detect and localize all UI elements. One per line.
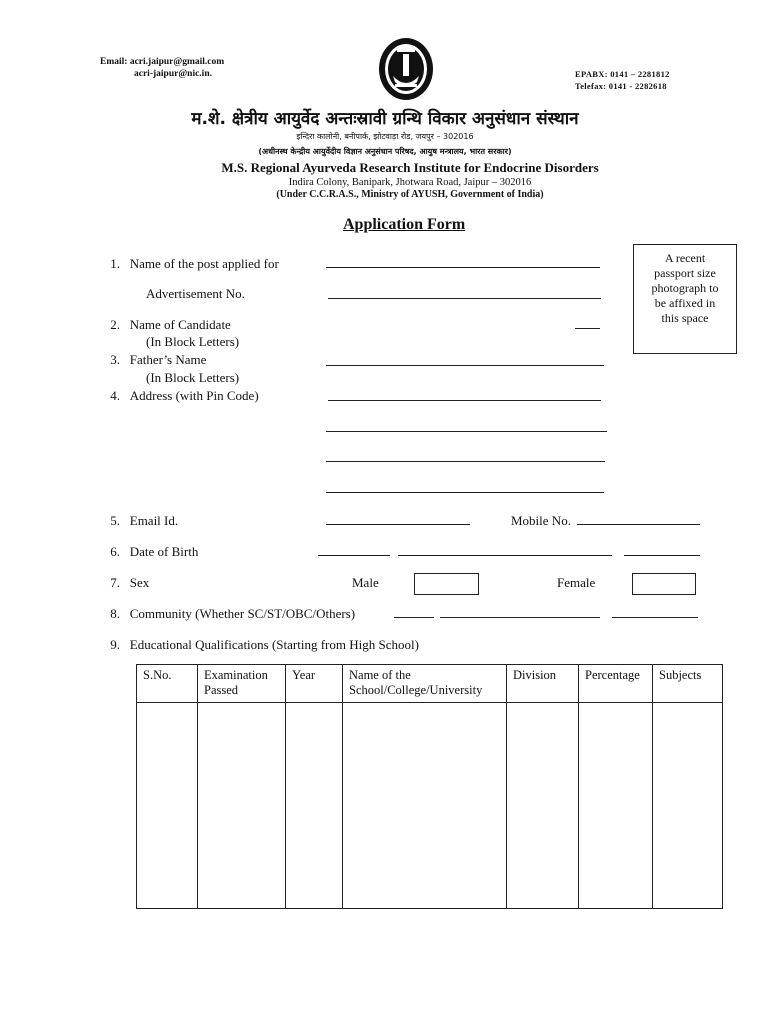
mobile-input-line[interactable] [577, 524, 700, 525]
email-address-2: acri-jaipur@nic.in. [134, 69, 212, 79]
dob-label: Date of Birth [129, 544, 199, 559]
table-header-row [137, 665, 723, 703]
col-header-year: Year [286, 665, 343, 703]
english-institute-title: M.S. Regional Ayurveda Research Institute for Endocrine Disorders [221, 160, 599, 175]
advt-input-line[interactable] [328, 298, 601, 299]
item-number: 6. [110, 544, 120, 559]
candidate-block-note: (In Block Letters) [146, 334, 240, 349]
epabx-number: EPABX: 0141 – 2281812 [575, 69, 670, 79]
photo-text-line: be affixed in [654, 296, 716, 310]
community-input-line[interactable] [394, 617, 434, 618]
father-block-note: (In Block Letters) [146, 370, 240, 385]
post-input-line[interactable] [326, 267, 600, 268]
email-address-1: acri.jaipur@gmail.com [129, 57, 225, 67]
table-cell[interactable] [507, 703, 579, 909]
col-header-institution: Name of the School/College/University [343, 665, 507, 703]
field-post-label [100, 255, 279, 272]
address-input-line[interactable] [326, 461, 605, 462]
address-input-line[interactable] [326, 431, 607, 432]
item-number: 1. [110, 256, 120, 271]
education-table [136, 664, 723, 909]
email-label: Email Id. [129, 513, 179, 528]
institute-logo [377, 36, 435, 102]
table-cell[interactable] [343, 703, 507, 909]
col-header-sno: S.No. [137, 665, 198, 703]
field-sex-label [100, 574, 149, 591]
community-label: Community (Whether SC/ST/OBC/Others) [129, 606, 356, 621]
photo-text-line: A recent [664, 251, 706, 265]
hindi-institute-title: म.शे. क्षेत्रीय आयुर्वेद अन्तःस्रावी ग्रन्थि विकार अनुसंधान संस्थान [191, 109, 579, 129]
phone-block [575, 68, 670, 92]
email-block [100, 56, 224, 80]
item-number: 8. [110, 606, 120, 621]
item-number: 2. [110, 317, 120, 332]
field-candidate-label [100, 316, 231, 333]
item-number: 3. [110, 352, 120, 367]
address-label: Address (with Pin Code) [129, 388, 259, 403]
field-address-label [100, 387, 259, 404]
table-cell[interactable] [579, 703, 653, 909]
candidate-label: Name of Candidate [129, 317, 231, 332]
table-cell[interactable] [653, 703, 723, 909]
community-input-line[interactable] [440, 617, 600, 618]
hindi-address: इन्दिरा कालोनी, बनीपार्क, झोटवाड़ा रोड, जयपुर – 302016 [296, 132, 474, 141]
male-checkbox[interactable] [414, 573, 479, 595]
table-cell[interactable] [286, 703, 343, 909]
photo-text-line: passport size [654, 266, 716, 280]
mobile-label: Mobile No. [511, 513, 571, 528]
col-header-exam: Examination Passed [198, 665, 286, 703]
email-input-line[interactable] [326, 524, 470, 525]
telefax-number: Telefax: 0141 - 2282618 [575, 81, 667, 91]
post-label: Name of the post applied for [129, 256, 279, 271]
form-title: Application Form [343, 216, 466, 233]
english-address: Indira Colony, Banipark, Jhotwara Road, Jaipur – 302016 [288, 177, 532, 188]
col-header-subjects: Subjects [653, 665, 723, 703]
advt-label: Advertisement No. [146, 286, 245, 301]
item-number: 4. [110, 388, 120, 403]
education-label: Educational Qualifications (Starting from High School) [129, 637, 419, 652]
item-number: 7. [110, 575, 120, 590]
field-community-label [100, 605, 355, 622]
field-email-label [100, 512, 178, 529]
field-father-label [100, 351, 206, 368]
community-input-line[interactable] [612, 617, 698, 618]
item-number: 9. [110, 637, 120, 652]
dob-input-line[interactable] [398, 555, 612, 556]
sex-label: Sex [129, 575, 150, 590]
photo-placeholder-box [633, 244, 737, 354]
table-cell[interactable] [198, 703, 286, 909]
col-header-division: Division [507, 665, 579, 703]
field-education-label [100, 636, 419, 653]
hindi-affiliation: (अधीनस्थ केन्द्रीय आयुर्वेदीय विज्ञान अनुसंधान परिषद, आयुष मन्त्रालय, भारत सरकार) [258, 147, 512, 156]
address-input-line[interactable] [328, 400, 601, 401]
photo-text-line: this space [661, 311, 709, 325]
photo-text-line: photograph to [651, 281, 719, 295]
dob-input-line[interactable] [318, 555, 390, 556]
item-number: 5. [110, 513, 120, 528]
father-input-line[interactable] [326, 365, 604, 366]
address-input-line[interactable] [326, 492, 604, 493]
female-checkbox[interactable] [632, 573, 696, 595]
male-label: Male [352, 575, 379, 590]
candidate-input-line[interactable] [575, 328, 600, 329]
email-label: Email: [100, 57, 128, 67]
table-row [137, 703, 723, 909]
english-affiliation: (Under C.C.R.A.S., Ministry of AYUSH, Government of India) [276, 189, 544, 200]
father-label: Father’s Name [129, 352, 207, 367]
female-label: Female [557, 575, 596, 590]
col-header-percentage: Percentage [579, 665, 653, 703]
field-dob-label [100, 543, 198, 560]
dob-input-line[interactable] [624, 555, 700, 556]
table-cell[interactable] [137, 703, 198, 909]
